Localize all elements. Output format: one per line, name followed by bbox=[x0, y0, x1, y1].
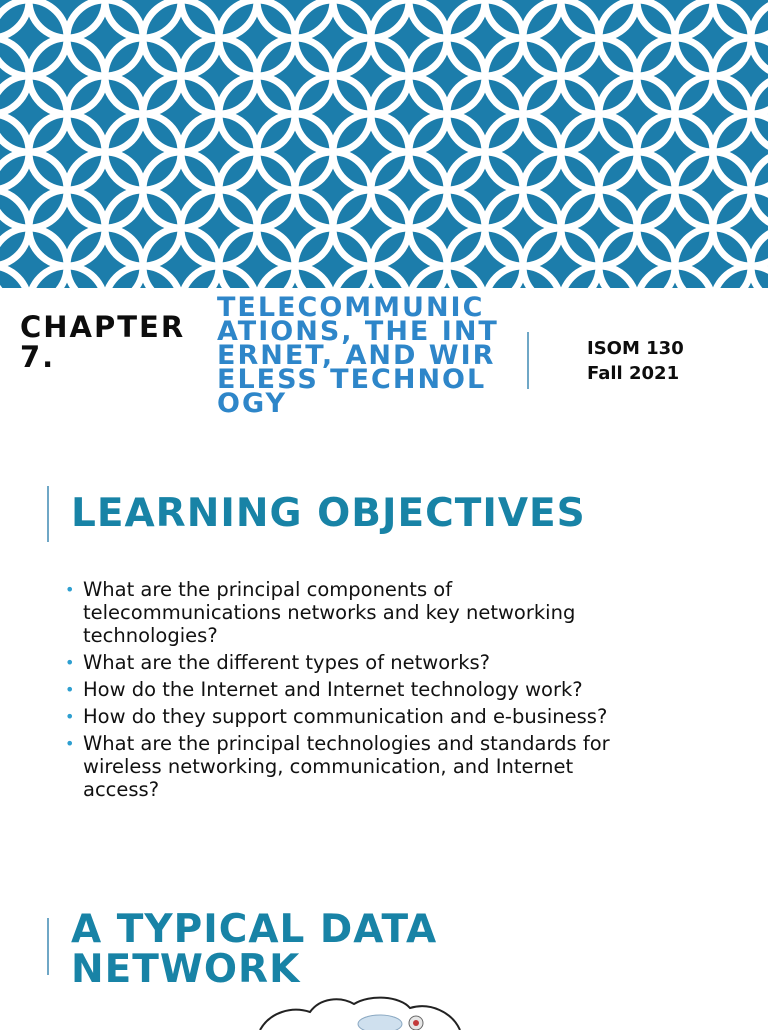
heading-line: A TYPICAL DATA bbox=[71, 907, 438, 952]
objective-text: How do they support communication and e-business? bbox=[83, 705, 608, 728]
list-item bbox=[62, 705, 642, 728]
bullet-icon: • bbox=[65, 653, 75, 672]
chapter-title: TELECOMMUNICATIONS, THE INTERNET, AND WIRELESS TECHNOLOGY bbox=[217, 292, 499, 419]
cover-pattern-banner bbox=[0, 0, 768, 288]
cloud-network-icon bbox=[230, 990, 490, 1030]
bullet-icon: • bbox=[65, 580, 75, 599]
list-item bbox=[62, 578, 642, 647]
bullet-icon: • bbox=[65, 707, 75, 726]
course-term: Fall 2021 bbox=[587, 363, 680, 384]
section-divider bbox=[47, 486, 49, 542]
course-info bbox=[587, 336, 684, 386]
bullet-icon: • bbox=[65, 734, 75, 753]
learning-objectives-list bbox=[62, 578, 642, 805]
interlocking-circles-pattern bbox=[0, 0, 768, 288]
heading-line: NETWORK bbox=[71, 947, 301, 992]
chapter-label: CHAPTER 7. bbox=[20, 310, 186, 374]
typical-data-network-heading bbox=[71, 907, 438, 992]
section-divider bbox=[47, 918, 49, 975]
list-item bbox=[62, 732, 642, 801]
learning-objectives-heading: LEARNING OBJECTIVES bbox=[71, 491, 586, 536]
objective-text: How do the Internet and Internet technology work? bbox=[83, 678, 583, 701]
list-item bbox=[62, 651, 642, 674]
objective-text: What are the different types of networks? bbox=[83, 651, 490, 674]
bullet-icon: • bbox=[65, 680, 75, 699]
course-code: ISOM 130 bbox=[587, 338, 684, 359]
objective-text: What are the principal components of telecommunications networks and key networking technologies? bbox=[83, 578, 576, 647]
objective-text: What are the principal technologies and standards for wireless networking, communication, and Internet access? bbox=[83, 732, 610, 801]
title-divider bbox=[527, 332, 529, 389]
list-item bbox=[62, 678, 642, 701]
